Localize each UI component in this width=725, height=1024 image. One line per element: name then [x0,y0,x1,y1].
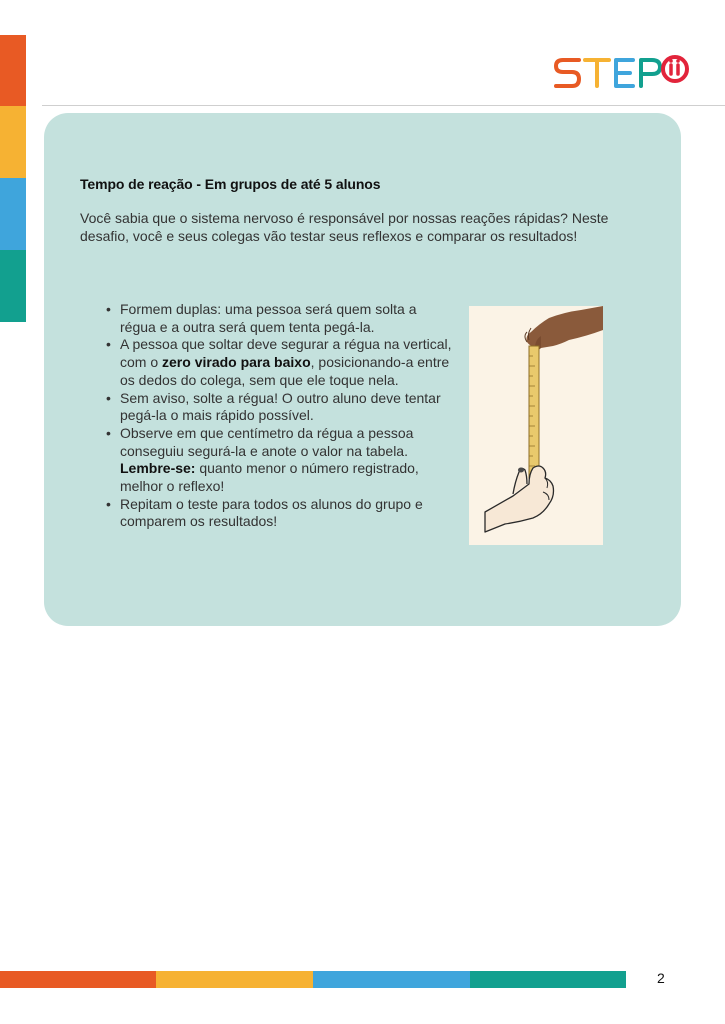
list-item: • A pessoa que soltar deve segurar a régua na vertical, com o zero virado para baixo, posicionando-a entre os dedos do colega, sem que ele toque nela. [104,336,452,389]
hand-dropping-ruler-illustration [469,306,603,545]
list-item: • Formem duplas: uma pessoa será quem solta a régua e a outra será quem tenta pegá-la. [104,301,452,336]
activity-intro: Você sabia que o sistema nervoso é responsável por nossas reações rápidas? Neste desafio, você e seus colegas vão testar seus reflexos e comparar os resultados! [80,210,609,244]
list-item: • Sem aviso, solte a régua! O outro aluno deve tentar pegá-la o mais rápido possível. [104,390,452,425]
list-item: • Repitam o teste para todos os alunos do grupo e comparem os resultados! [104,496,452,531]
activity-title: Tempo de reação - Em grupos de até 5 alunos [80,176,381,192]
ruler-hands-graphic [469,306,603,545]
footer-bar-yellow [156,971,313,988]
instruction-list [104,301,452,531]
step-logo-graphic [553,50,689,92]
footer-bar-teal [470,971,626,988]
step-logo [553,50,689,92]
footer-bar-blue [313,971,470,988]
page-number: 2 [657,970,665,986]
list-item: • Observe em que centímetro da régua a pessoa conseguiu segurá-la e anote o valor na tabela. Lembre-se: quanto menor o número registrado, melhor o reflexo! [104,425,452,496]
side-strip-orange [0,35,26,106]
side-strip-teal [0,250,26,322]
side-strip-blue [0,178,26,250]
footer-bar-orange [0,971,156,988]
header-divider [42,105,725,106]
side-strip-yellow [0,106,26,178]
